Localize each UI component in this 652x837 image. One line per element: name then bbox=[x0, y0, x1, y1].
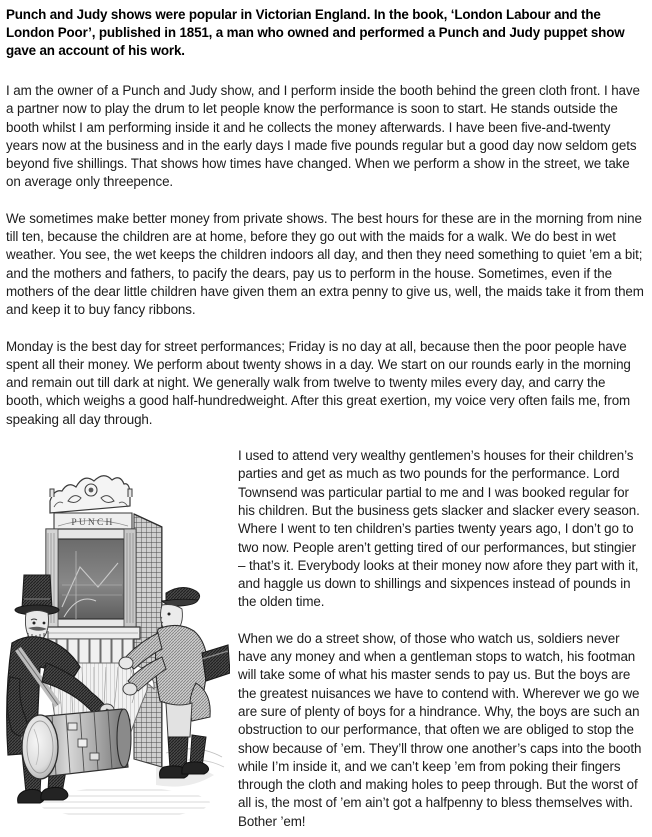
figure-and-text-block bbox=[6, 447, 645, 831]
body-paragraph-5: When we do a street show, of those who watch us, soldiers never have any money and when a gentleman stops to watch, his footman will take some of what his master sends to pay us. But the boys are the greatest nuisances we have to contend with. Wherever we go we are sure of plenty of boys for a hindrance. Why, the boys are such an obstruction to our performance, that often we are obliged to stop the show because of ’em. They’ll throw one another’s caps into the booth while I’m inside it, and we can’t keep ’em from poking their fingers through the cloth and making holes to peep through. But the worst of all is, the most of ’em ain’t got a halfpenny to bless themselves with. Bother ’em! bbox=[238, 630, 642, 829]
body-paragraph-4: I used to attend very wealthy gentlemen’s houses for their children’s parties and get as much as two pounds for the performance. Lord Townsend was particular partial to me and I was booked regular for his children. But the business gets slacker and slacker every season. Where I went to ten children’s parties twenty years ago, I don’t go to two now. People aren’t getting tired of our performances, but stingier – that’s it. Everybody looks at their money now afore they part with it, and haggle us down to shillings and sixpences instead of pounds in the olden time. bbox=[238, 448, 640, 610]
body-paragraph-3: Monday is the best day for street performances; Friday is no day at all, because then the poor people have spent all their money. We perform about twenty shows in a day. We start on our rounds early in the morning and remain out till dark at night. We generally walk from twelve to twenty miles every day, and carry the booth, which weighs a good half-hundredweight. After this great exertion, my voice very often fails me, from speaking all day through. bbox=[6, 338, 631, 427]
svg-text:PUNCH: PUNCH bbox=[71, 518, 115, 529]
body-paragraph-2: We sometimes make better money from private shows. The best hours for these are in the morning from nine till ten, because the children are at home, before they go out with the maids for a walk. We do best in wet weather. You see, the wet keeps the children indoors all day, and then they need something to quiet ’em a bit; and the mothers and fathers, to pacify the dears, pay us to perform in the house. Sometimes, even if the mothers of the dear little children have given them an extra penny to give us, well, the maids take it from them and keep it to buy fancy ribbons. bbox=[6, 210, 644, 318]
body-paragraph-1: I am the owner of a Punch and Judy show, and I perform inside the booth behind the green cloth front. I have a partner now to play the drum to let people know the performance is soon to start. He stands outside the booth whilst I am performing inside it and he collects the money afterwards. I have been five-and-twenty years now at the business and in the early days I made five pounds regular but a good day now seldom gets beyond five shillings. That shows how times have changed. When we perform a show in the street, we take on average only threepence. bbox=[6, 83, 640, 190]
punch-and-judy-engraving bbox=[6, 467, 230, 837]
intro-heading: Punch and Judy shows were popular in Victorian England. In the book, ‘London Labour and the London Poor’, published in 1851, a man who owned and performed a Punch and Judy puppet show gave an account of his work. bbox=[6, 7, 625, 58]
